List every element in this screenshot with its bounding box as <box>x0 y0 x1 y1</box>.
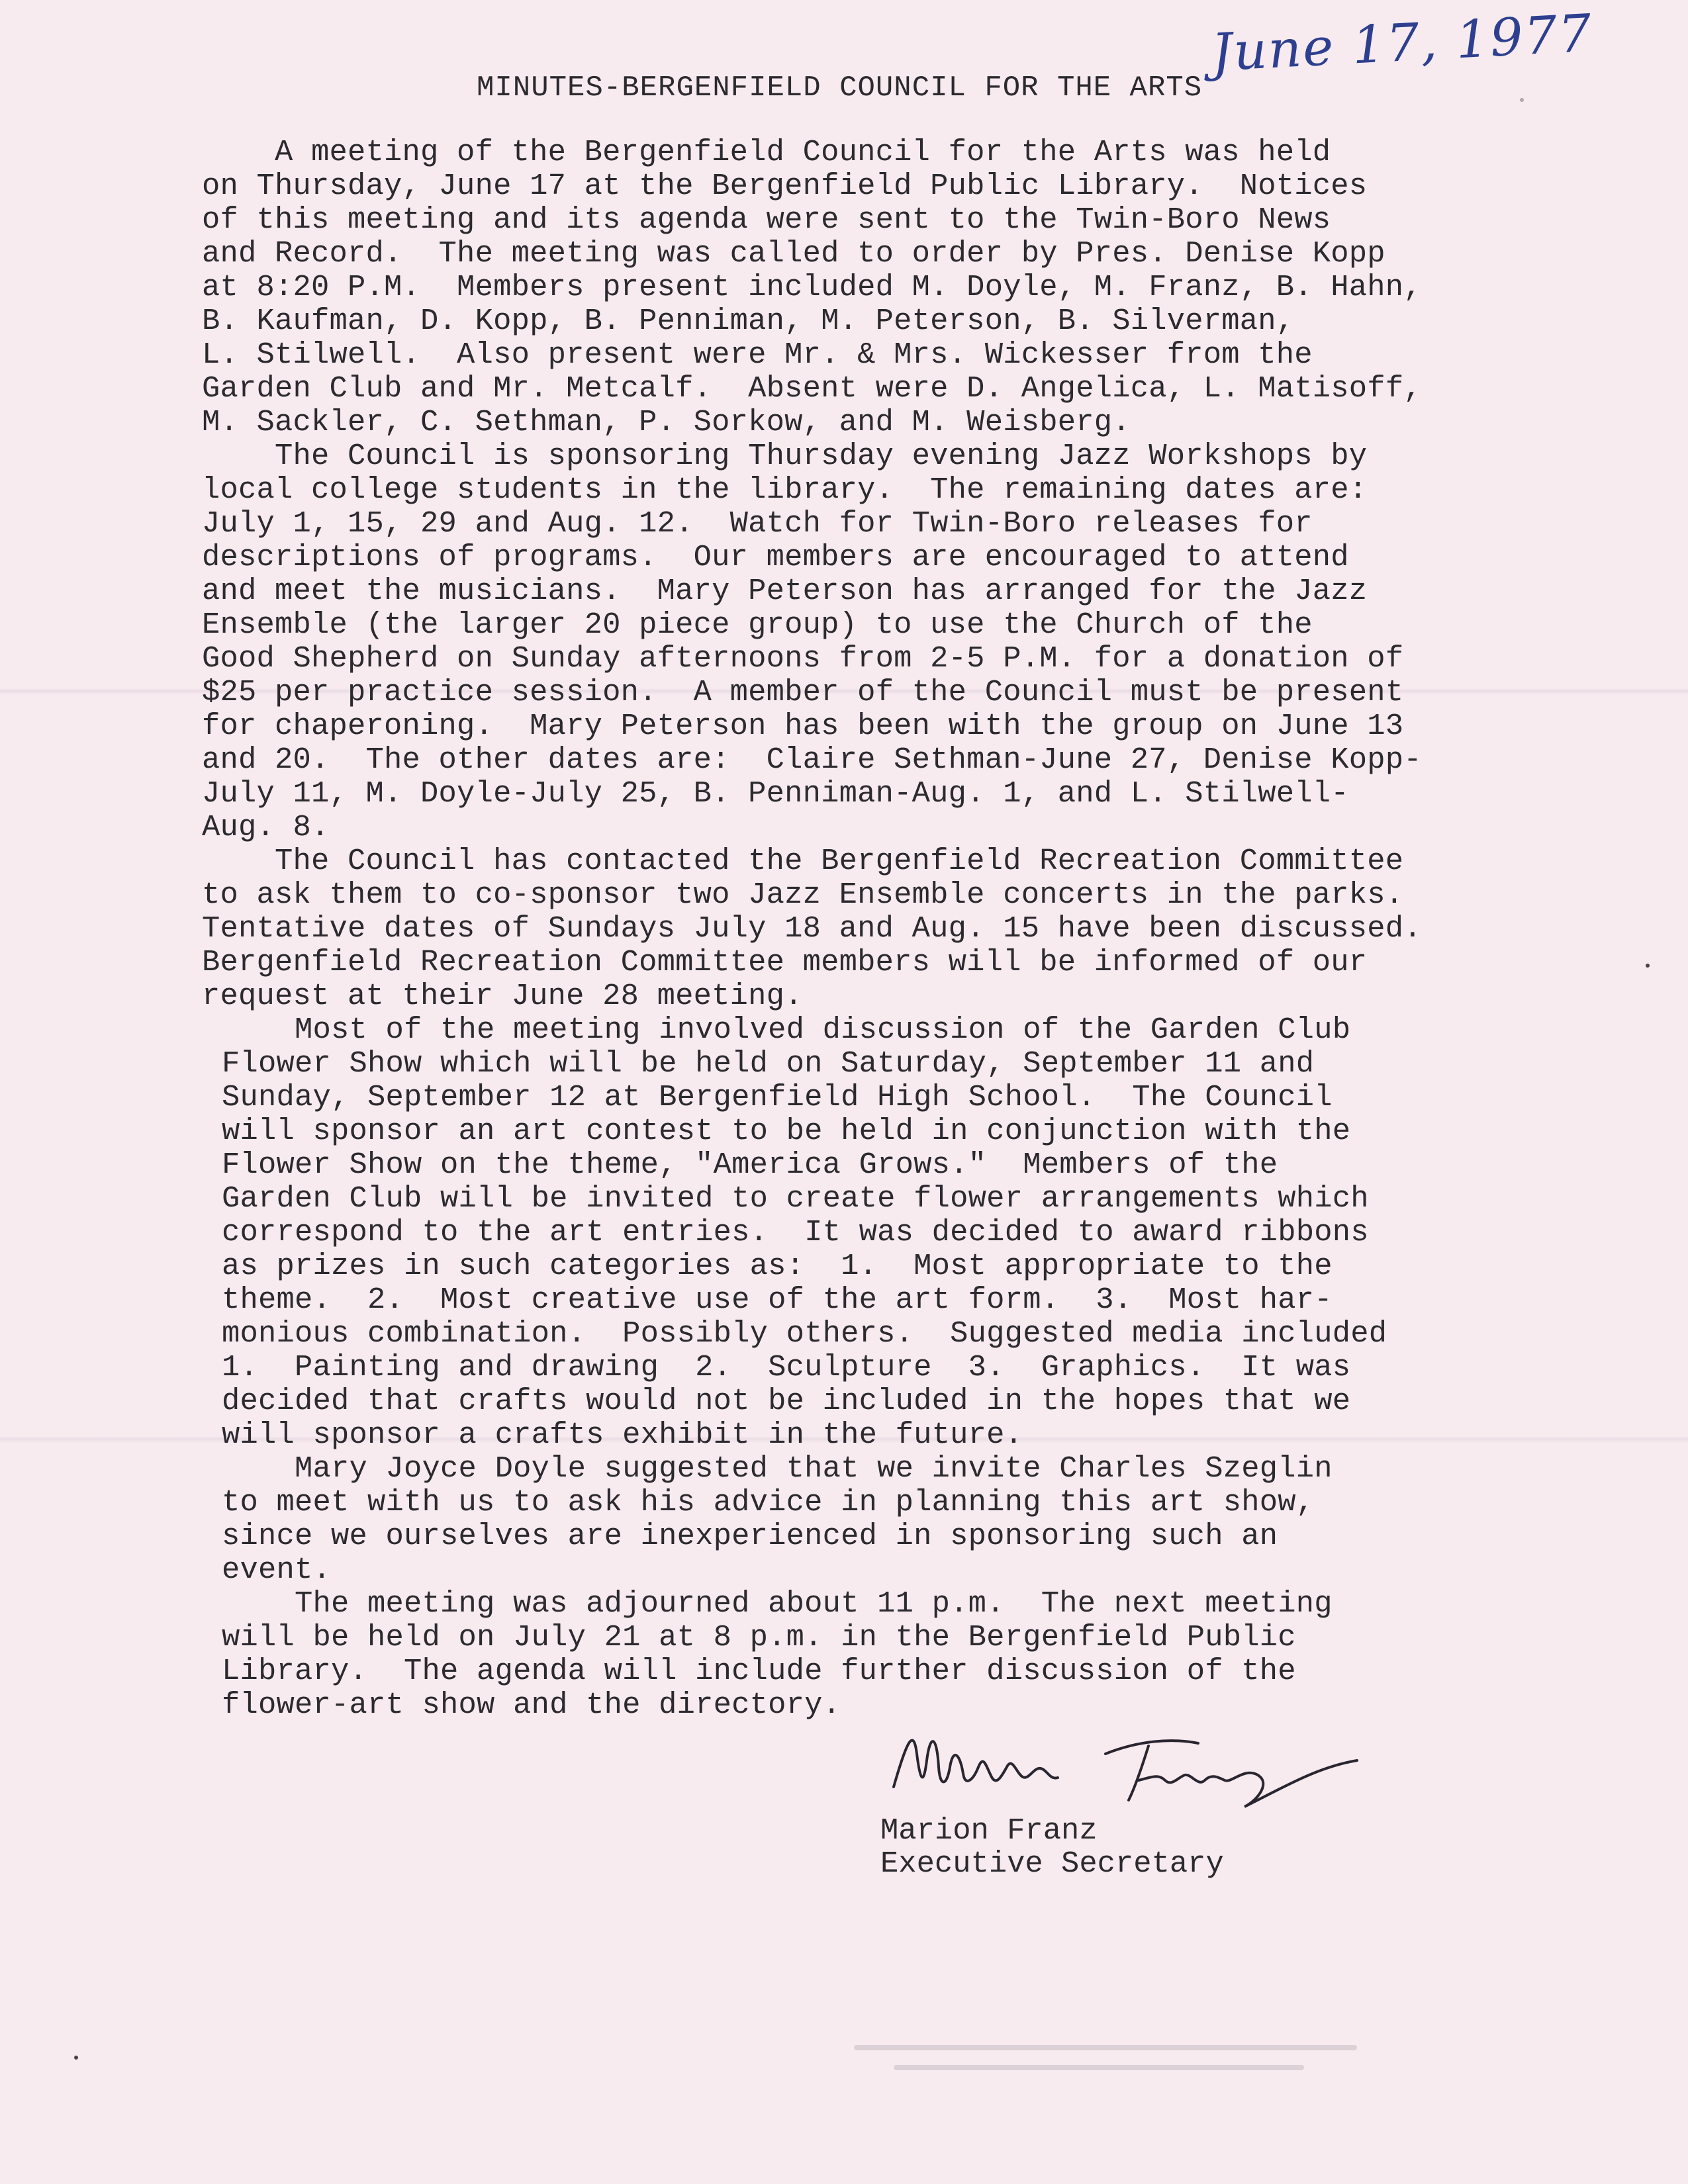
bleed-through-line <box>854 2045 1357 2050</box>
bleed-through-text <box>854 2038 1450 2085</box>
paragraph-adjournment: The meeting was adjourned about 11 p.m. The next meeting will be held on July 21 at 8 p.m. in the Bergenfield Public Library. The agenda will include further discussion of the flower-art show and the directory. <box>222 1586 1333 1722</box>
paragraph-flower-show: Most of the meeting involved discussion of the Garden Club Flower Show which will be held on Saturday, September 11 and Sunday, September 12 at Bergenfield High School. The Council will sponsor an art contest to be held in conjunction with the Flower Show on the theme, "America Grows." Members of the Garden Club will be invited to create flower arrangements which correspond to the art entries. It was decided to award ribbons as prizes in such categories as: 1. Most appropriate to the theme. 2. Most creative use of the art form. 3. Most har- monious combination. Possibly others. Suggested media included 1. Painting and drawing 2. Sculpture 3. Graphics. It was decided that crafts would not be included in the hopes that we will sponsor a crafts exhibit in the future. <box>222 1013 1387 1452</box>
ink-speck <box>1520 98 1524 102</box>
handwritten-signature <box>887 1714 1364 1813</box>
paragraph-recreation-committee: The Council has contacted the Bergenfield Recreation Committee to ask them to co-sponsor two Jazz Ensemble concerts in the parks. Tentative dates of Sundays July 18 and Aug. 15 have been discussed. Bergenfield Recreation Committee members will be informed of our request at their June 28 meeting. <box>202 844 1422 1013</box>
signatory-name: Marion Franz <box>880 1813 1098 1848</box>
paragraph-jazz-workshops: The Council is sponsoring Thursday evening Jazz Workshops by local college students in the library. The remaining dates are: July 1, 15, 29 and Aug. 12. Watch for Twin-Boro releases for descriptions of programs. Our members are encouraged to attend and meet the musicians. Mary Peterson has arranged for the Jazz Ensemble (the larger 20 piece group) to use the Church of the Good Shepherd on Sunday afternoons from 2-5 P.M. for a donation of $25 per practice session. A member of the Council must be present for chaperoning. Mary Peterson has been with the group on June 13 and 20. The other dates are: Claire Sethman-June 27, Denise Kopp- July 11, M. Doyle-July 25, B. Penniman-Aug. 1, and L. Stilwell- Aug. 8. <box>202 439 1422 844</box>
minutes-body <box>202 136 1592 1722</box>
bleed-through-line <box>894 2065 1304 2070</box>
signature-block <box>880 1714 1410 1886</box>
ink-speck <box>74 2056 78 2060</box>
handwritten-date: June 17, 1977 <box>1210 3 1595 83</box>
signatory-title: Executive Secretary <box>880 1846 1224 1881</box>
paragraph-attendance: A meeting of the Bergenfield Council for the Arts was held on Thursday, June 17 at the Bergenfield Public Library. Notices of this meeting and its agenda were sent to the Twin-Boro News and Record. The meeting was called to order by Pres. Denise Kopp at 8:20 P.M. Members present included M. Doyle, M. Franz, B. Hahn, B. Kaufman, D. Kopp, B. Penniman, M. Peterson, B. Silverman, L. Stilwell. Also present were Mr. & Mrs. Wickesser from the Garden Club and Mr. Metcalf. Absent were D. Angelica, L. Matisoff, M. Sackler, C. Sethman, P. Sorkow, and M. Weisberg. <box>202 135 1422 439</box>
ink-speck <box>1646 964 1650 968</box>
paragraph-art-advisor: Mary Joyce Doyle suggested that we invite Charles Szeglin to meet with us to ask his advice in planning this art show, since we ourselves are inexperienced in sponsoring such an event. <box>222 1451 1333 1587</box>
document-title: MINUTES-BERGENFIELD COUNCIL FOR THE ARTS <box>477 71 1203 105</box>
